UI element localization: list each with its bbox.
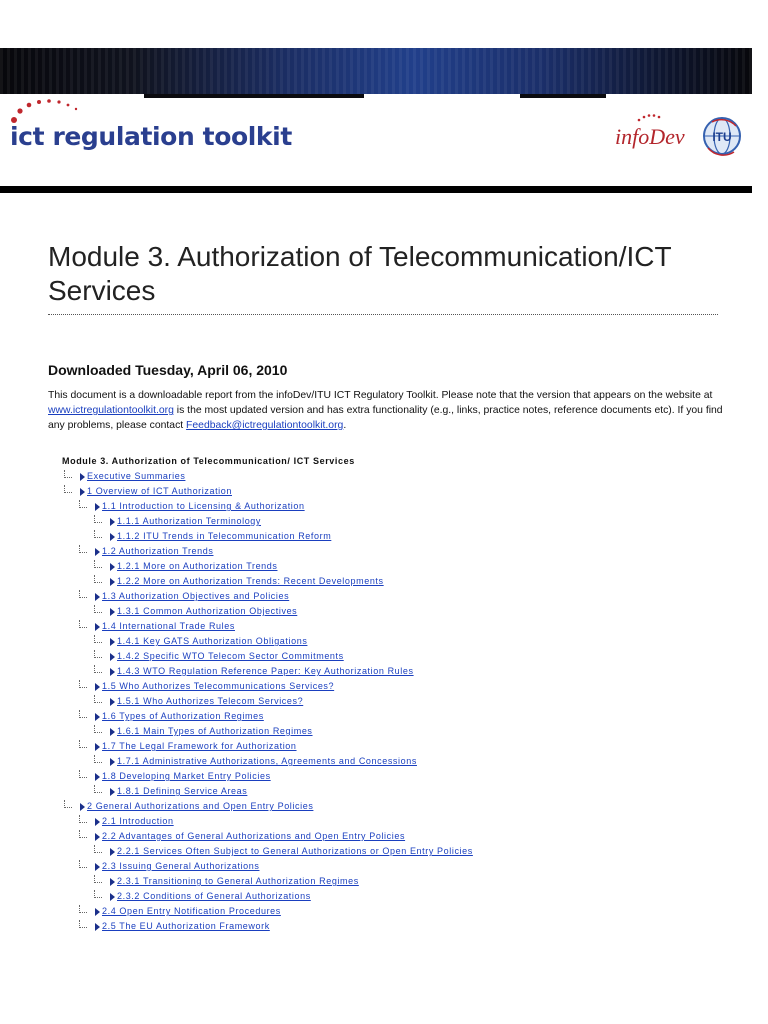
- tree-connector-icon: [79, 620, 87, 628]
- tree-connector-icon: [79, 590, 87, 598]
- expand-arrow-icon[interactable]: [95, 923, 100, 931]
- infodev-logo: infoDev: [615, 124, 685, 149]
- tree-connector-icon: [79, 680, 87, 688]
- toc-item[interactable]: [62, 575, 722, 590]
- toc-item[interactable]: [62, 530, 722, 545]
- toc-link[interactable]: Executive Summaries: [87, 471, 186, 481]
- website-link[interactable]: www.ictregulationtoolkit.org: [48, 405, 174, 416]
- intro-text-1: This document is a downloadable report from the infoDev/ITU ICT Regulatory Toolkit. Please note that the version that appears on the website at: [48, 390, 713, 401]
- tree-connector-icon: [79, 815, 87, 823]
- toc-link[interactable]: 1.6.1 Main Types of Authorization Regimes: [117, 726, 313, 736]
- expand-arrow-icon[interactable]: [95, 623, 100, 631]
- toc-item[interactable]: [62, 605, 722, 620]
- toc-item[interactable]: [62, 770, 722, 785]
- toc-link[interactable]: 2.3.2 Conditions of General Authorizations: [117, 891, 311, 901]
- expand-arrow-icon[interactable]: [95, 818, 100, 826]
- toc-item[interactable]: [62, 830, 722, 845]
- toc-link[interactable]: 2.1 Introduction: [102, 816, 174, 826]
- toc-link[interactable]: 1.5 Who Authorizes Telecommunications Services?: [102, 681, 335, 691]
- toc-item[interactable]: [62, 665, 722, 680]
- expand-arrow-icon[interactable]: [110, 728, 115, 736]
- expand-arrow-icon[interactable]: [110, 563, 115, 571]
- expand-arrow-icon[interactable]: [110, 878, 115, 886]
- toc-item[interactable]: [62, 860, 722, 875]
- toc-link[interactable]: 1.3.1 Common Authorization Objectives: [117, 606, 298, 616]
- toc-link[interactable]: 1.1.2 ITU Trends in Telecommunication Reform: [117, 531, 332, 541]
- expand-arrow-icon[interactable]: [95, 743, 100, 751]
- toc-link[interactable]: 1.8.1 Defining Service Areas: [117, 786, 248, 796]
- expand-arrow-icon[interactable]: [80, 803, 85, 811]
- toc-link[interactable]: 2.2 Advantages of General Authorizations and Open Entry Policies: [102, 831, 406, 841]
- toc-link[interactable]: 2 General Authorizations and Open Entry Policies: [87, 801, 314, 811]
- toc-link[interactable]: 1.7 The Legal Framework for Authorization: [102, 741, 297, 751]
- expand-arrow-icon[interactable]: [95, 863, 100, 871]
- expand-arrow-icon[interactable]: [110, 518, 115, 526]
- table-of-contents: [62, 455, 722, 935]
- toc-item[interactable]: [62, 785, 722, 800]
- expand-arrow-icon[interactable]: [110, 893, 115, 901]
- toc-item[interactable]: [62, 710, 722, 725]
- expand-arrow-icon[interactable]: [110, 668, 115, 676]
- expand-arrow-icon[interactable]: [95, 713, 100, 721]
- expand-arrow-icon[interactable]: [110, 653, 115, 661]
- intro-text-3: .: [343, 420, 347, 431]
- tree-connector-icon: [64, 485, 72, 493]
- tree-connector-icon: [79, 500, 87, 508]
- expand-arrow-icon[interactable]: [95, 773, 100, 781]
- toc-link[interactable]: 2.3.1 Transitioning to General Authorization Regimes: [117, 876, 359, 886]
- toc-item[interactable]: [62, 905, 722, 920]
- toc-link[interactable]: 2.5 The EU Authorization Framework: [102, 921, 270, 931]
- toc-item[interactable]: [62, 545, 722, 560]
- expand-arrow-icon[interactable]: [95, 548, 100, 556]
- toc-link[interactable]: 1.4.3 WTO Regulation Reference Paper: Key Authorization Rules: [117, 666, 414, 676]
- title-divider: [48, 314, 718, 315]
- toc-link[interactable]: 2.3 Issuing General Authorizations: [102, 861, 260, 871]
- toc-link[interactable]: 2.4 Open Entry Notification Procedures: [102, 906, 281, 916]
- tree-connector-icon: [94, 560, 102, 568]
- toc-link[interactable]: 2.2.1 Services Often Subject to General Authorizations or Open Entry Policies: [117, 846, 473, 856]
- toc-item[interactable]: [62, 485, 722, 500]
- intro-paragraph: [48, 388, 728, 433]
- header-divider: [0, 186, 752, 193]
- tree-connector-icon: [94, 515, 102, 523]
- toc-link[interactable]: 1.1.1 Authorization Terminology: [117, 516, 262, 526]
- toc-item[interactable]: [62, 920, 722, 935]
- expand-arrow-icon[interactable]: [95, 503, 100, 511]
- toc-link[interactable]: 1.2.1 More on Authorization Trends: [117, 561, 278, 571]
- toc-item[interactable]: [62, 695, 722, 710]
- tree-connector-icon: [94, 650, 102, 658]
- tree-connector-icon: [94, 755, 102, 763]
- toc-link[interactable]: 1.2 Authorization Trends: [102, 546, 214, 556]
- site-logo[interactable]: ict regulation toolkit: [10, 122, 292, 151]
- expand-arrow-icon[interactable]: [80, 488, 85, 496]
- feedback-email-link[interactable]: Feedback@ictregulationtoolkit.org: [186, 420, 344, 431]
- toc-item[interactable]: [62, 800, 722, 815]
- page-title: Module 3. Authorization of Telecommunication/ICT Services: [48, 241, 672, 306]
- toc-item[interactable]: [62, 590, 722, 605]
- toc-link[interactable]: 1.6 Types of Authorization Regimes: [102, 711, 264, 721]
- expand-arrow-icon[interactable]: [110, 638, 115, 646]
- expand-arrow-icon[interactable]: [80, 473, 85, 481]
- toc-item[interactable]: [62, 650, 722, 665]
- toc-item[interactable]: [62, 620, 722, 635]
- toc-item[interactable]: [62, 635, 722, 650]
- intro-text-2: is the most updated version and has extra functionality (e.g., links, practice notes, reference documents etc). If you find any problems, please contact: [48, 405, 723, 431]
- infodev-dots-icon: [636, 112, 662, 122]
- tree-connector-icon: [94, 785, 102, 793]
- tree-connector-icon: [79, 860, 87, 868]
- tree-connector-icon: [94, 890, 102, 898]
- expand-arrow-icon[interactable]: [95, 593, 100, 601]
- expand-arrow-icon[interactable]: [110, 578, 115, 586]
- expand-arrow-icon[interactable]: [110, 698, 115, 706]
- toc-link[interactable]: 1.4.2 Specific WTO Telecom Sector Commitments: [117, 651, 344, 661]
- expand-arrow-icon[interactable]: [110, 848, 115, 856]
- tree-connector-icon: [94, 695, 102, 703]
- toc-item[interactable]: [62, 875, 722, 890]
- toc-item[interactable]: [62, 515, 722, 530]
- toc-link[interactable]: 1.1 Introduction to Licensing & Authorization: [102, 501, 305, 511]
- tree-connector-icon: [94, 575, 102, 583]
- tree-connector-icon: [94, 845, 102, 853]
- tree-connector-icon: [79, 740, 87, 748]
- toc-item[interactable]: [62, 845, 722, 860]
- toc-link[interactable]: 1.3 Authorization Objectives and Policies: [102, 591, 290, 601]
- expand-arrow-icon[interactable]: [95, 683, 100, 691]
- tree-connector-icon: [94, 635, 102, 643]
- itu-logo-text: ITU: [712, 130, 732, 144]
- tree-connector-icon: [94, 725, 102, 733]
- toc-item[interactable]: [62, 680, 722, 695]
- tree-connector-icon: [64, 470, 72, 478]
- toc-link[interactable]: 1 Overview of ICT Authorization: [87, 486, 232, 496]
- tree-connector-icon: [79, 905, 87, 913]
- tree-connector-icon: [64, 800, 72, 808]
- toc-item[interactable]: [62, 755, 722, 770]
- toc-item[interactable]: [62, 560, 722, 575]
- tree-connector-icon: [79, 770, 87, 778]
- tree-connector-icon: [94, 605, 102, 613]
- tree-connector-icon: [79, 830, 87, 838]
- tree-connector-icon: [94, 875, 102, 883]
- toc-item[interactable]: [62, 725, 722, 740]
- toc-link[interactable]: 1.8 Developing Market Entry Policies: [102, 771, 271, 781]
- expand-arrow-icon[interactable]: [110, 533, 115, 541]
- tree-connector-icon: [79, 920, 87, 928]
- expand-arrow-icon[interactable]: [110, 788, 115, 796]
- download-date: Downloaded Tuesday, April 06, 2010: [48, 362, 288, 378]
- toc-item[interactable]: [62, 890, 722, 905]
- toc-item[interactable]: [62, 815, 722, 830]
- toc-link[interactable]: 1.4.1 Key GATS Authorization Obligations: [117, 636, 308, 646]
- toc-item[interactable]: [62, 500, 722, 515]
- toc-item[interactable]: [62, 470, 722, 485]
- tree-connector-icon: [94, 530, 102, 538]
- expand-arrow-icon[interactable]: [95, 908, 100, 916]
- header-banner: [0, 48, 752, 94]
- toc-link[interactable]: 1.2.2 More on Authorization Trends: Recent Developments: [117, 576, 384, 586]
- itu-logo-icon: [700, 114, 744, 158]
- expand-arrow-icon[interactable]: [95, 833, 100, 841]
- toc-item[interactable]: [62, 740, 722, 755]
- toc-heading: Module 3. Authorization of Telecommunication/ ICT Services: [62, 456, 355, 466]
- expand-arrow-icon[interactable]: [110, 758, 115, 766]
- toc-link[interactable]: 1.7.1 Administrative Authorizations, Agreements and Concessions: [117, 756, 417, 766]
- tree-connector-icon: [79, 710, 87, 718]
- toc-link[interactable]: 1.5.1 Who Authorizes Telecom Services?: [117, 696, 304, 706]
- toc-link[interactable]: 1.4 International Trade Rules: [102, 621, 235, 631]
- expand-arrow-icon[interactable]: [110, 608, 115, 616]
- tree-connector-icon: [79, 545, 87, 553]
- tree-connector-icon: [94, 665, 102, 673]
